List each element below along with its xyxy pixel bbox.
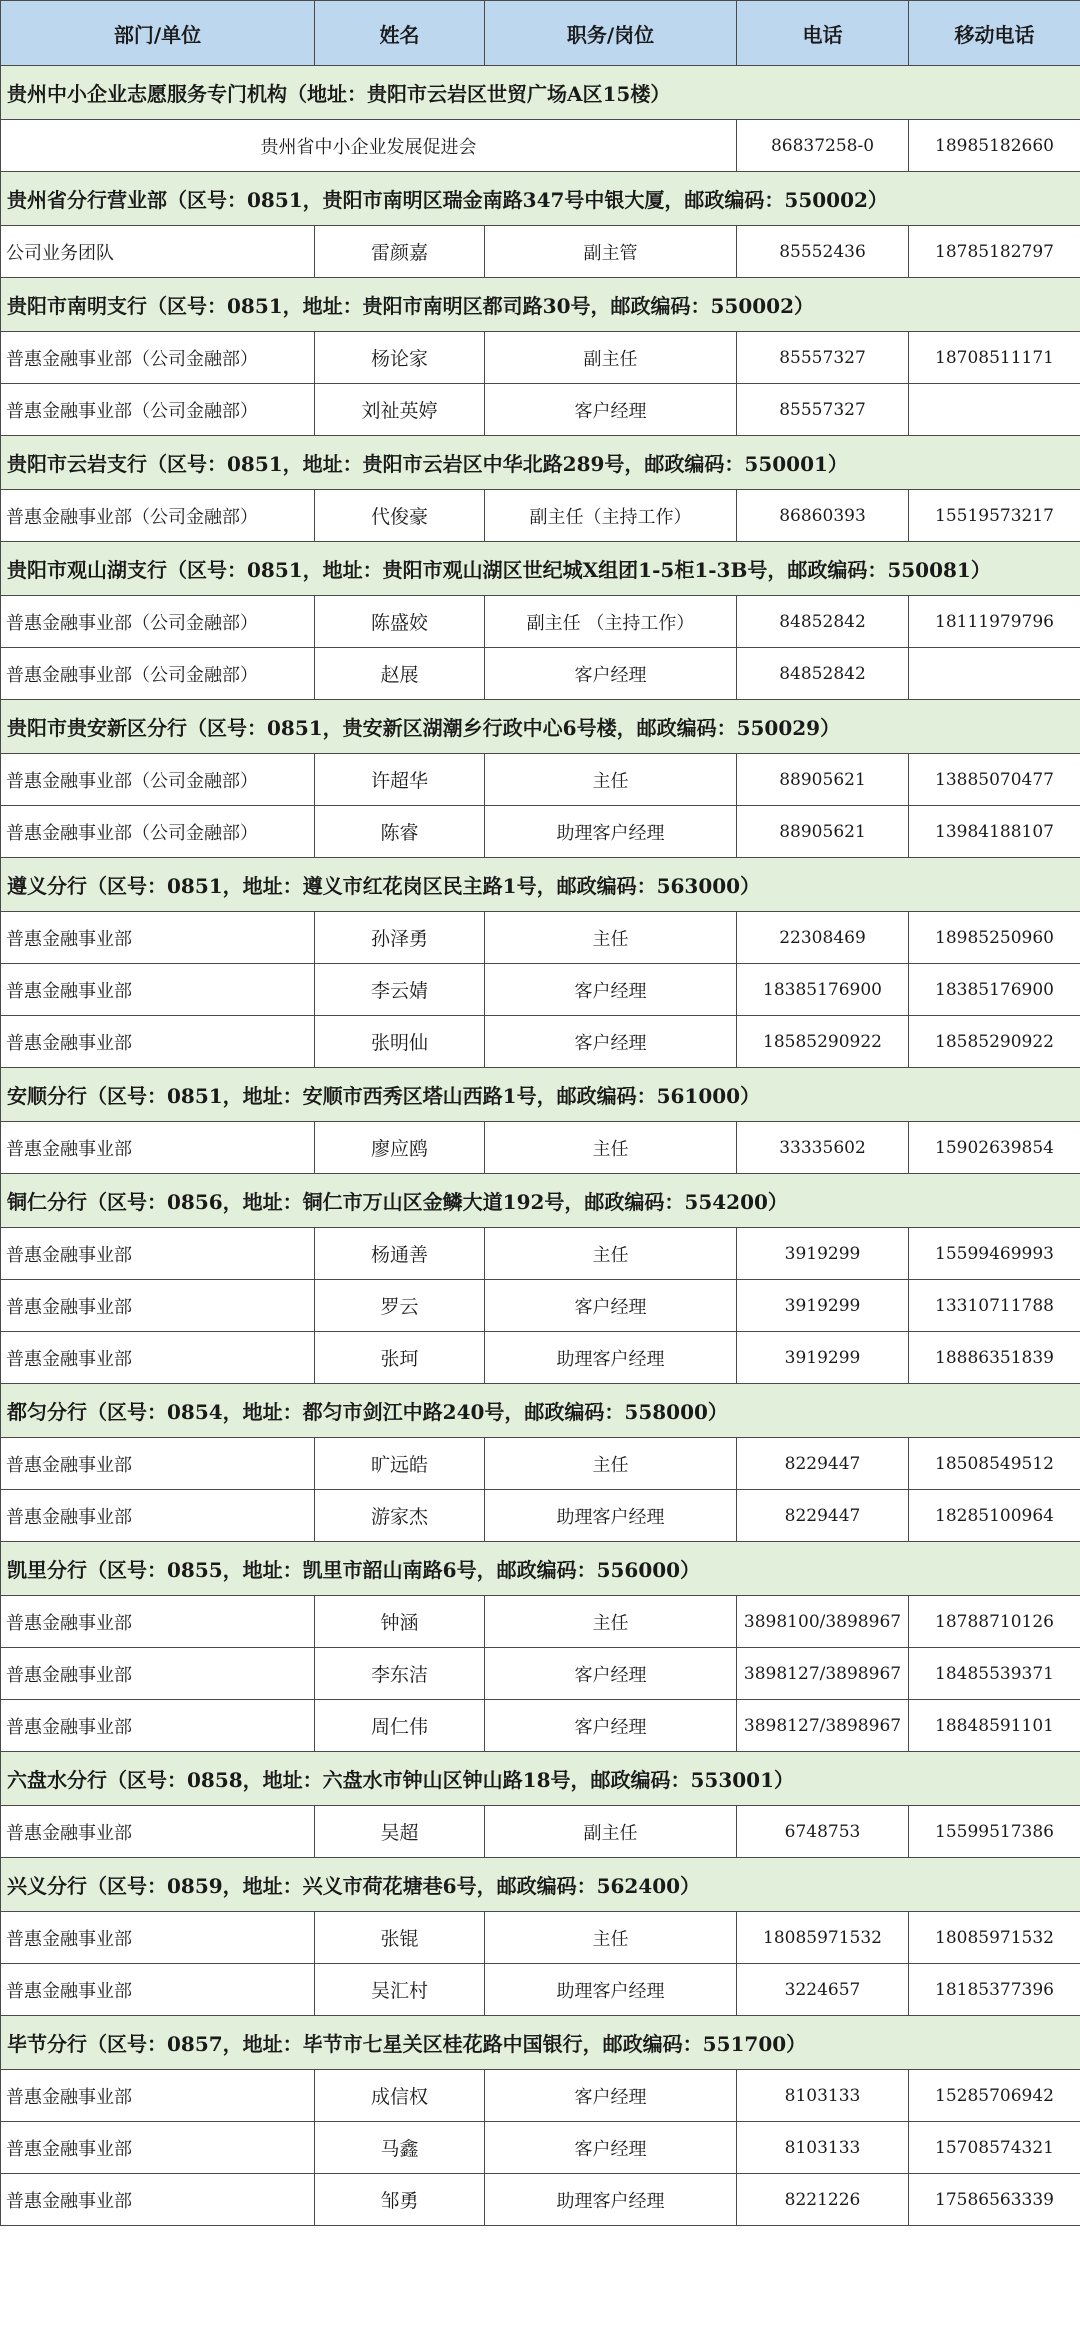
- cell-phone: 22308469: [737, 912, 909, 964]
- table-row: [1, 2070, 1080, 2122]
- cell-mobile: 15708574321: [909, 2122, 1080, 2174]
- table-row: [1, 806, 1080, 858]
- cell-mobile: 15599517386: [909, 1806, 1080, 1858]
- table-row: [1, 754, 1080, 806]
- cell-mobile: 18485539371: [909, 1648, 1080, 1700]
- cell-phone: 88905621: [737, 806, 909, 858]
- cell-phone: 8103133: [737, 2122, 909, 2174]
- cell-phone: 18085971532: [737, 1912, 909, 1964]
- cell-name: 吴超: [315, 1806, 485, 1858]
- cell-name: 代俊豪: [315, 490, 485, 542]
- table-row: [1, 1016, 1080, 1068]
- cell-position: 客户经理: [485, 964, 737, 1016]
- cell-dept: 普惠金融事业部: [1, 912, 315, 964]
- cell-position: 客户经理: [485, 648, 737, 700]
- table-row: [1, 1438, 1080, 1490]
- table-row: [1, 2122, 1080, 2174]
- cell-name: 许超华: [315, 754, 485, 806]
- cell-dept: 普惠金融事业部: [1, 2070, 315, 2122]
- section-header: [1, 436, 1080, 490]
- cell-position: 主任: [485, 912, 737, 964]
- cell-mobile: 18585290922: [909, 1016, 1080, 1068]
- cell-phone: 8229447: [737, 1490, 909, 1542]
- cell-name: 刘祉英婷: [315, 384, 485, 436]
- cell-dept: 普惠金融事业部（公司金融部）: [1, 384, 315, 436]
- cell-phone: 8229447: [737, 1438, 909, 1490]
- section-title: 安顺分行（区号：0851，地址：安顺市西秀区塔山西路1号，邮政编码：561000）: [1, 1068, 1080, 1122]
- section-header: [1, 1542, 1080, 1596]
- cell-dept: 普惠金融事业部（公司金融部）: [1, 754, 315, 806]
- cell-name: 孙泽勇: [315, 912, 485, 964]
- cell-phone: 86837258-0: [737, 120, 909, 172]
- cell-phone: 84852842: [737, 596, 909, 648]
- cell-name: 杨通善: [315, 1228, 485, 1280]
- cell-name: 旷远皓: [315, 1438, 485, 1490]
- table-row: [1, 1122, 1080, 1174]
- cell-phone: 8103133: [737, 2070, 909, 2122]
- section-title: 都匀分行（区号：0854，地址：都匀市剑江中路240号，邮政编码：558000）: [1, 1384, 1080, 1438]
- cell-position: 客户经理: [485, 2122, 737, 2174]
- cell-dept: 普惠金融事业部（公司金融部）: [1, 648, 315, 700]
- table-row: [1, 648, 1080, 700]
- cell-phone: 86860393: [737, 490, 909, 542]
- cell-dept: 普惠金融事业部: [1, 2122, 315, 2174]
- cell-name: 成信权: [315, 2070, 485, 2122]
- cell-mobile: 18385176900: [909, 964, 1080, 1016]
- table-row: [1, 1912, 1080, 1964]
- cell-position: 主任: [485, 1912, 737, 1964]
- table-row: [1, 912, 1080, 964]
- section-header: [1, 278, 1080, 332]
- table-row: [1, 120, 1080, 172]
- section-header: [1, 1858, 1080, 1912]
- section-header: [1, 2016, 1080, 2070]
- cell-mobile: 18788710126: [909, 1596, 1080, 1648]
- cell-position: 助理客户经理: [485, 806, 737, 858]
- table-row: [1, 1596, 1080, 1648]
- cell-position: 副主任 （主持工作）: [485, 596, 737, 648]
- cell-name: 雷颜嘉: [315, 226, 485, 278]
- cell-phone: 18385176900: [737, 964, 909, 1016]
- table-row: [1, 1280, 1080, 1332]
- table-row: [1, 1332, 1080, 1384]
- cell-name: 吴汇村: [315, 1964, 485, 2016]
- cell-phone: 85557327: [737, 384, 909, 436]
- cell-dept: 普惠金融事业部: [1, 1490, 315, 1542]
- section-title: 六盘水分行（区号：0858，地址：六盘水市钟山区钟山路18号，邮政编码：553001）: [1, 1752, 1080, 1806]
- cell-mobile: 18185377396: [909, 1964, 1080, 2016]
- section-title: 铜仁分行（区号：0856，地址：铜仁市万山区金鳞大道192号，邮政编码：554200）: [1, 1174, 1080, 1228]
- table-row: [1, 384, 1080, 436]
- cell-name: 陈睿: [315, 806, 485, 858]
- section-header: [1, 1174, 1080, 1228]
- cell-position: 客户经理: [485, 1016, 737, 1068]
- cell-position: 客户经理: [485, 384, 737, 436]
- cell-position: 客户经理: [485, 1700, 737, 1752]
- cell-position: 主任: [485, 1122, 737, 1174]
- cell-mobile: 18508549512: [909, 1438, 1080, 1490]
- cell-dept: 贵州省中小企业发展促进会: [1, 120, 737, 172]
- section-header: [1, 1068, 1080, 1122]
- cell-mobile: 15902639854: [909, 1122, 1080, 1174]
- cell-name: 张珂: [315, 1332, 485, 1384]
- cell-phone: 88905621: [737, 754, 909, 806]
- cell-mobile: 18985182660: [909, 120, 1080, 172]
- cell-mobile: 18111979796: [909, 596, 1080, 648]
- cell-mobile: 18886351839: [909, 1332, 1080, 1384]
- cell-name: 张明仙: [315, 1016, 485, 1068]
- cell-phone: 3919299: [737, 1332, 909, 1384]
- section-title: 贵阳市贵安新区分行（区号：0851，贵安新区湖潮乡行政中心6号楼，邮政编码：550029）: [1, 700, 1080, 754]
- cell-mobile: 18785182797: [909, 226, 1080, 278]
- cell-name: 张锟: [315, 1912, 485, 1964]
- cell-position: 助理客户经理: [485, 2174, 737, 2226]
- table-header: [1, 1, 1080, 66]
- header-dept: 部门/单位: [1, 1, 315, 66]
- cell-mobile: 15599469993: [909, 1228, 1080, 1280]
- cell-phone: 33335602: [737, 1122, 909, 1174]
- cell-name: 游家杰: [315, 1490, 485, 1542]
- section-header: [1, 542, 1080, 596]
- cell-position: 助理客户经理: [485, 1964, 737, 2016]
- table-row: [1, 332, 1080, 384]
- cell-phone: 6748753: [737, 1806, 909, 1858]
- cell-name: 周仁伟: [315, 1700, 485, 1752]
- header-position: 职务/岗位: [485, 1, 737, 66]
- section-title: 贵阳市云岩支行（区号：0851，地址：贵阳市云岩区中华北路289号，邮政编码：550001）: [1, 436, 1080, 490]
- section-title: 贵阳市观山湖支行（区号：0851，地址：贵阳市观山湖区世纪城X组团1-5柜1-3B号，邮政编码：550081）: [1, 542, 1080, 596]
- cell-mobile: 18985250960: [909, 912, 1080, 964]
- cell-name: 李东洁: [315, 1648, 485, 1700]
- cell-mobile: [909, 648, 1080, 700]
- cell-position: 助理客户经理: [485, 1332, 737, 1384]
- cell-dept: 普惠金融事业部（公司金融部）: [1, 490, 315, 542]
- cell-mobile: 18708511171: [909, 332, 1080, 384]
- cell-phone: 3224657: [737, 1964, 909, 2016]
- section-header: [1, 172, 1080, 226]
- cell-phone: 85557327: [737, 332, 909, 384]
- cell-phone: 3898127/3898967: [737, 1700, 909, 1752]
- cell-dept: 普惠金融事业部: [1, 1700, 315, 1752]
- table-body: [1, 66, 1080, 2226]
- cell-phone: 85552436: [737, 226, 909, 278]
- cell-phone: 3898100/3898967: [737, 1596, 909, 1648]
- cell-position: 主任: [485, 1438, 737, 1490]
- table-row: [1, 964, 1080, 1016]
- cell-dept: 公司业务团队: [1, 226, 315, 278]
- cell-phone: 8221226: [737, 2174, 909, 2226]
- cell-mobile: [909, 384, 1080, 436]
- cell-dept: 普惠金融事业部: [1, 1596, 315, 1648]
- cell-dept: 普惠金融事业部: [1, 1122, 315, 1174]
- cell-name: 邹勇: [315, 2174, 485, 2226]
- cell-position: 主任: [485, 1596, 737, 1648]
- cell-dept: 普惠金融事业部: [1, 1438, 315, 1490]
- section-header: [1, 700, 1080, 754]
- cell-mobile: 15285706942: [909, 2070, 1080, 2122]
- cell-name: 马鑫: [315, 2122, 485, 2174]
- table-row: [1, 1964, 1080, 2016]
- header-mobile: 移动电话: [909, 1, 1080, 66]
- section-header: [1, 66, 1080, 120]
- table-row: [1, 596, 1080, 648]
- cell-mobile: 13885070477: [909, 754, 1080, 806]
- cell-mobile: 18848591101: [909, 1700, 1080, 1752]
- table-row: [1, 1806, 1080, 1858]
- cell-position: 客户经理: [485, 2070, 737, 2122]
- cell-position: 助理客户经理: [485, 1490, 737, 1542]
- cell-position: 副主管: [485, 226, 737, 278]
- cell-dept: 普惠金融事业部（公司金融部）: [1, 596, 315, 648]
- cell-phone: 18585290922: [737, 1016, 909, 1068]
- cell-position: 副主任: [485, 332, 737, 384]
- cell-mobile: 15519573217: [909, 490, 1080, 542]
- cell-dept: 普惠金融事业部: [1, 964, 315, 1016]
- cell-dept: 普惠金融事业部: [1, 1964, 315, 2016]
- cell-dept: 普惠金融事业部: [1, 2174, 315, 2226]
- section-title: 贵州中小企业志愿服务专门机构（地址：贵阳市云岩区世贸广场A区15楼）: [1, 66, 1080, 120]
- cell-name: 廖应鸥: [315, 1122, 485, 1174]
- cell-name: 钟涵: [315, 1596, 485, 1648]
- cell-position: 主任: [485, 754, 737, 806]
- section-title: 兴义分行（区号：0859，地址：兴义市荷花塘巷6号，邮政编码：562400）: [1, 1858, 1080, 1912]
- cell-dept: 普惠金融事业部: [1, 1280, 315, 1332]
- cell-dept: 普惠金融事业部: [1, 1912, 315, 1964]
- table-row: [1, 1228, 1080, 1280]
- cell-position: 副主任（主持工作）: [485, 490, 737, 542]
- cell-mobile: 18285100964: [909, 1490, 1080, 1542]
- cell-name: 陈盛姣: [315, 596, 485, 648]
- cell-position: 副主任: [485, 1806, 737, 1858]
- cell-dept: 普惠金融事业部（公司金融部）: [1, 806, 315, 858]
- section-title: 贵州省分行营业部（区号：0851，贵阳市南明区瑞金南路347号中银大厦，邮政编码：550002）: [1, 172, 1080, 226]
- table-row: [1, 226, 1080, 278]
- section-header: [1, 1752, 1080, 1806]
- cell-phone: 84852842: [737, 648, 909, 700]
- cell-mobile: 17586563339: [909, 2174, 1080, 2226]
- cell-name: 罗云: [315, 1280, 485, 1332]
- cell-phone: 3919299: [737, 1228, 909, 1280]
- table-row: [1, 1648, 1080, 1700]
- cell-dept: 普惠金融事业部: [1, 1648, 315, 1700]
- cell-mobile: 13984188107: [909, 806, 1080, 858]
- cell-mobile: 13310711788: [909, 1280, 1080, 1332]
- cell-position: 主任: [485, 1228, 737, 1280]
- section-title: 遵义分行（区号：0851，地址：遵义市红花岗区民主路1号，邮政编码：563000）: [1, 858, 1080, 912]
- cell-dept: 普惠金融事业部: [1, 1228, 315, 1280]
- cell-name: 赵展: [315, 648, 485, 700]
- header-phone: 电话: [737, 1, 909, 66]
- cell-name: 杨论家: [315, 332, 485, 384]
- table-row: [1, 2174, 1080, 2226]
- cell-dept: 普惠金融事业部: [1, 1016, 315, 1068]
- cell-phone: 3919299: [737, 1280, 909, 1332]
- cell-mobile: 18085971532: [909, 1912, 1080, 1964]
- cell-dept: 普惠金融事业部: [1, 1332, 315, 1384]
- section-header: [1, 858, 1080, 912]
- cell-phone: 3898127/3898967: [737, 1648, 909, 1700]
- cell-dept: 普惠金融事业部（公司金融部）: [1, 332, 315, 384]
- header-name: 姓名: [315, 1, 485, 66]
- table-row: [1, 1700, 1080, 1752]
- section-header: [1, 1384, 1080, 1438]
- section-title: 凯里分行（区号：0855，地址：凯里市韶山南路6号，邮政编码：556000）: [1, 1542, 1080, 1596]
- cell-name: 李云婧: [315, 964, 485, 1016]
- cell-position: 客户经理: [485, 1280, 737, 1332]
- cell-dept: 普惠金融事业部: [1, 1806, 315, 1858]
- table-row: [1, 490, 1080, 542]
- table-row: [1, 1490, 1080, 1542]
- section-title: 贵阳市南明支行（区号：0851，地址：贵阳市南明区都司路30号，邮政编码：550002）: [1, 278, 1080, 332]
- section-title: 毕节分行（区号：0857，地址：毕节市七星关区桂花路中国银行，邮政编码：551700）: [1, 2016, 1080, 2070]
- cell-position: 客户经理: [485, 1648, 737, 1700]
